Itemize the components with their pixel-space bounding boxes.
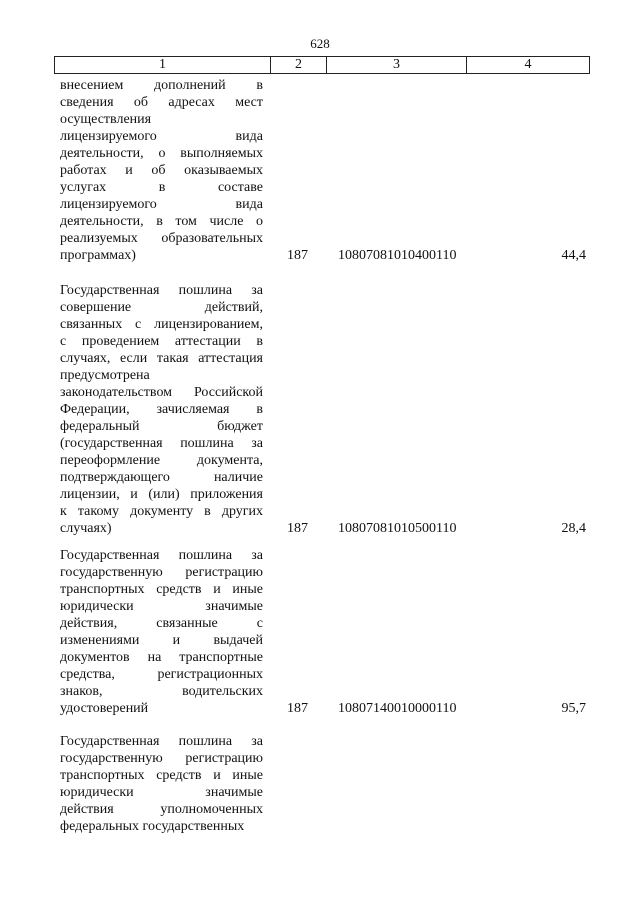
description-line: совершение действий, <box>60 300 263 315</box>
column-header-2: 2 <box>271 57 327 73</box>
description-line: связанных с лицензированием, <box>60 317 263 332</box>
description-line: деятельности, в том числе о <box>60 214 263 229</box>
description-line: транспортных средств и иные <box>60 582 263 597</box>
row-amount: 28,4 <box>561 521 586 536</box>
row-description <box>60 547 263 717</box>
description-line: знаков, водительских <box>60 684 263 699</box>
description-line: федеральных государственных <box>60 819 245 834</box>
description-line: Государственная пошлина за <box>60 548 263 563</box>
description-line: действия, связанные с <box>60 616 263 631</box>
description-line: работах и об оказываемых <box>60 163 263 178</box>
description-line: законодательством Российской <box>60 385 263 400</box>
description-line: изменениями и выдачей <box>60 633 263 648</box>
description-line: документов на транспортные <box>60 650 263 665</box>
column-header-1: 1 <box>55 57 271 73</box>
description-line: государственную регистрацию <box>60 751 263 766</box>
row-code: 187 <box>287 521 308 536</box>
description-line: федеральный бюджет <box>60 419 263 434</box>
description-line: Государственная пошлина за <box>60 283 263 298</box>
description-line: действия уполномоченных <box>60 802 263 817</box>
description-line: внесением дополнений в <box>60 78 263 93</box>
description-line: случаях) <box>60 521 112 536</box>
description-line: (государственная пошлина за <box>60 436 263 451</box>
row-description <box>60 282 263 537</box>
row-description <box>60 77 263 264</box>
description-line: юридически значимые <box>60 785 263 800</box>
description-line: Государственная пошлина за <box>60 734 263 749</box>
row-code: 187 <box>287 248 308 263</box>
description-line: юридически значимые <box>60 599 263 614</box>
description-line: услугах в составе <box>60 180 263 195</box>
row-amount: 44,4 <box>561 248 586 263</box>
row-code: 187 <box>287 701 308 716</box>
description-line: транспортных средств и иные <box>60 768 263 783</box>
description-line: случаях, если такая аттестация <box>60 351 263 366</box>
description-line: средства, регистрационных <box>60 667 263 682</box>
description-line: переоформление документа, <box>60 453 263 468</box>
description-line: деятельности, о выполняемых <box>60 146 263 161</box>
description-line: государственную регистрацию <box>60 565 263 580</box>
description-line: предусмотрена <box>60 368 150 383</box>
description-line: к такому документу в других <box>60 504 263 519</box>
description-line: программах) <box>60 248 136 263</box>
description-line: Федерации, зачисляемая в <box>60 402 263 417</box>
description-line: подтверждающего наличие <box>60 470 263 485</box>
description-line: с проведением аттестации в <box>60 334 263 349</box>
column-header-3: 3 <box>327 57 467 73</box>
description-line: лицензируемого вида <box>60 129 263 144</box>
description-line: лицензируемого вида <box>60 197 263 212</box>
row-kbk: 10807140010000110 <box>338 701 457 716</box>
column-header-4: 4 <box>524 57 532 72</box>
row-description <box>60 733 263 835</box>
description-line: реализуемых образовательных <box>60 231 263 246</box>
row-kbk: 10807081010500110 <box>338 521 457 536</box>
description-line: лицензии, и (или) приложения <box>60 487 263 502</box>
description-line: сведения об адресах мест <box>60 95 263 110</box>
row-kbk: 10807081010400110 <box>338 248 457 263</box>
description-line: осуществления <box>60 112 152 127</box>
table-header-row <box>54 56 590 74</box>
row-amount: 95,7 <box>561 701 586 716</box>
page-number: 628 <box>310 36 330 51</box>
description-line: удостоверений <box>60 701 149 716</box>
